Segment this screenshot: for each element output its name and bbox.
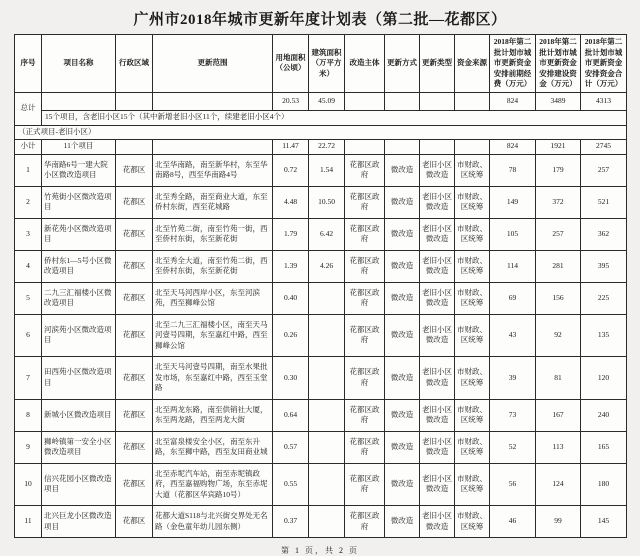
empty-cell [455, 139, 490, 154]
renovation-subject: 花都区政府 [345, 186, 385, 218]
pre-fee: 43 [490, 314, 536, 357]
empty-cell [385, 92, 420, 110]
col-header-district: 行政区域 [116, 35, 153, 93]
col-header-project-name: 项目名称 [42, 35, 116, 93]
land-area: 0.64 [273, 399, 309, 431]
land-area: 1.79 [273, 218, 309, 250]
construction-fund: 281 [536, 250, 581, 282]
project-name: 二九三汇福楼小区微改造项目 [42, 282, 116, 314]
construction-fund: 81 [536, 357, 581, 400]
construction-fund: 167 [536, 399, 581, 431]
renewal-type: 老旧小区微改造 [420, 250, 455, 282]
subtotal-construction-fund: 1921 [536, 139, 581, 154]
fund-source: 市财政、区统筹 [455, 357, 490, 400]
construction-fund: 257 [536, 218, 581, 250]
total-building-area: 45.09 [309, 92, 345, 110]
table-row [15, 154, 627, 186]
col-header-land-area: 用地面积（公顷） [273, 35, 309, 93]
renewal-scope: 北至天马河西岸小区，东至河滨苑，西至狮峰公馆 [153, 282, 273, 314]
renovation-subject: 花都区政府 [345, 282, 385, 314]
building-area: 4.26 [309, 250, 345, 282]
col-header-building-area: 建筑面积（万平方米） [309, 35, 345, 93]
project-name: 新城小区微改造项目 [42, 399, 116, 431]
renewal-scope: 北至秀全大道，南至竹苑二街，西至侨村东街，东至新花街 [153, 250, 273, 282]
pre-fee: 46 [490, 506, 536, 538]
table-row [15, 186, 627, 218]
renewal-type: 老旧小区微改造 [420, 463, 455, 506]
construction-fund: 99 [536, 506, 581, 538]
empty-cell [420, 139, 455, 154]
fund-source: 市财政、区统筹 [455, 154, 490, 186]
land-area: 1.39 [273, 250, 309, 282]
renewal-scope: 北至华南路，南至新华村，东至华南路8号，西至华南路4号 [153, 154, 273, 186]
col-header-subject: 改造主体 [345, 35, 385, 93]
renovation-subject: 花都区政府 [345, 314, 385, 357]
fund-total: 120 [581, 357, 627, 400]
col-header-scope: 更新范围 [153, 35, 273, 93]
section-row [15, 125, 627, 139]
fund-total: 135 [581, 314, 627, 357]
building-area: 10.50 [309, 186, 345, 218]
plan-table [14, 34, 627, 538]
renovation-subject: 花都区政府 [345, 154, 385, 186]
renewal-method: 微改造 [385, 463, 420, 506]
renewal-method: 微改造 [385, 357, 420, 400]
fund-total: 145 [581, 506, 627, 538]
project-name: 华南路6号一建大院小区微改造项目 [42, 154, 116, 186]
renovation-subject: 花都区政府 [345, 463, 385, 506]
renewal-method: 微改造 [385, 154, 420, 186]
total-land-area: 20.53 [273, 92, 309, 110]
empty-cell [345, 92, 385, 110]
district: 花都区 [116, 314, 153, 357]
pre-fee: 149 [490, 186, 536, 218]
construction-fund: 372 [536, 186, 581, 218]
renewal-method: 微改造 [385, 186, 420, 218]
page-title: 广州市2018年城市更新年度计划表（第二批—花都区） [133, 12, 507, 28]
pre-fee: 69 [490, 282, 536, 314]
renewal-method: 微改造 [385, 506, 420, 538]
project-name: 新花苑小区微改造项目 [42, 218, 116, 250]
empty-cell [455, 92, 490, 110]
table-row [15, 506, 627, 538]
row-no: 7 [15, 357, 42, 400]
renovation-subject: 花都区政府 [345, 250, 385, 282]
total-row [15, 92, 627, 110]
fund-source: 市财政、区统筹 [455, 431, 490, 463]
building-area [309, 399, 345, 431]
pre-fee: 105 [490, 218, 536, 250]
renewal-scope: 北至秀全路，南至商业大道，东至侨村东街，西至花城路 [153, 186, 273, 218]
col-header-fund-total: 2018年第二批计划市城市更新资金安排资金合计（万元） [581, 35, 627, 93]
fund-total: 257 [581, 154, 627, 186]
building-area [309, 463, 345, 506]
renewal-scope: 北至天马河壹号四期，南至水果批发市场，东至嘉红中路，西至玉堂路 [153, 357, 273, 400]
renewal-method: 微改造 [385, 282, 420, 314]
building-area [309, 314, 345, 357]
subtotal-name: 11个项目 [42, 139, 116, 154]
total-pre-fee: 824 [490, 92, 536, 110]
district: 花都区 [116, 282, 153, 314]
fund-source: 市财政、区统筹 [455, 282, 490, 314]
table-row [15, 314, 627, 357]
renewal-scope: 北至富泉楼安全小区，南至东升路，东至狮中路，西至友田商业城 [153, 431, 273, 463]
project-name: 田西苑小区微改造项目 [42, 357, 116, 400]
table-row [15, 218, 627, 250]
table-row [15, 431, 627, 463]
pre-fee: 39 [490, 357, 536, 400]
total-construction-fund: 3489 [536, 92, 581, 110]
district: 花都区 [116, 154, 153, 186]
building-area [309, 357, 345, 400]
subtotal-row [15, 139, 627, 154]
fund-source: 市财政、区统筹 [455, 463, 490, 506]
renewal-scope: 花都大道S118与北兴街交界处无名路（金色童年幼儿园东侧） [153, 506, 273, 538]
district: 花都区 [116, 399, 153, 431]
land-area: 0.26 [273, 314, 309, 357]
row-no: 4 [15, 250, 42, 282]
district: 花都区 [116, 506, 153, 538]
row-no: 10 [15, 463, 42, 506]
district: 花都区 [116, 463, 153, 506]
renewal-type: 老旧小区微改造 [420, 506, 455, 538]
construction-fund: 124 [536, 463, 581, 506]
fund-total: 165 [581, 431, 627, 463]
row-no: 9 [15, 431, 42, 463]
project-name: 北兴巨龙小区微改造项目 [42, 506, 116, 538]
building-area [309, 506, 345, 538]
empty-cell [153, 92, 273, 110]
table-row [15, 399, 627, 431]
pre-fee: 52 [490, 431, 536, 463]
page-footer: 第 1 页，共 2 页 [281, 546, 359, 555]
subtotal-pre-fee: 824 [490, 139, 536, 154]
header-row [15, 35, 627, 93]
table-row [15, 463, 627, 506]
renewal-type: 老旧小区微改造 [420, 282, 455, 314]
renewal-method: 微改造 [385, 250, 420, 282]
row-no: 3 [15, 218, 42, 250]
col-header-pre-fee: 2018年第二批计划市城市更新资金安排前期经费（万元） [490, 35, 536, 93]
empty-cell [116, 92, 153, 110]
fund-total: 180 [581, 463, 627, 506]
renewal-type: 老旧小区微改造 [420, 314, 455, 357]
land-area: 0.72 [273, 154, 309, 186]
row-no: 1 [15, 154, 42, 186]
empty-cell [345, 139, 385, 154]
col-header-no: 序号 [15, 35, 42, 93]
total-label: 总计 [15, 92, 42, 125]
construction-fund: 179 [536, 154, 581, 186]
empty-cell [153, 139, 273, 154]
renewal-method: 微改造 [385, 218, 420, 250]
renewal-type: 老旧小区微改造 [420, 357, 455, 400]
land-area: 0.30 [273, 357, 309, 400]
renewal-type: 老旧小区微改造 [420, 218, 455, 250]
construction-fund: 156 [536, 282, 581, 314]
renewal-scope: 北至两龙东路，南至供销社大厦，东至两龙路，西至两龙大街 [153, 399, 273, 431]
renewal-type: 老旧小区微改造 [420, 399, 455, 431]
fund-total: 240 [581, 399, 627, 431]
district: 花都区 [116, 357, 153, 400]
district: 花都区 [116, 186, 153, 218]
fund-source: 市财政、区统筹 [455, 250, 490, 282]
fund-total: 362 [581, 218, 627, 250]
project-name: 竹苑街小区微改造项目 [42, 186, 116, 218]
project-name: 狮岭镇第一安全小区微改造项目 [42, 431, 116, 463]
fund-source: 市财政、区统筹 [455, 186, 490, 218]
empty-cell [385, 139, 420, 154]
empty-cell [420, 92, 455, 110]
renovation-subject: 花都区政府 [345, 357, 385, 400]
col-header-method: 更新方式 [385, 35, 420, 93]
subtotal-fund-total: 2745 [581, 139, 627, 154]
land-area: 0.57 [273, 431, 309, 463]
district: 花都区 [116, 250, 153, 282]
renovation-subject: 花都区政府 [345, 399, 385, 431]
table-row [15, 282, 627, 314]
total-fund-total: 4313 [581, 92, 627, 110]
col-header-source: 资金来源 [455, 35, 490, 93]
building-area: 6.42 [309, 218, 345, 250]
renewal-method: 微改造 [385, 399, 420, 431]
building-area: 1.54 [309, 154, 345, 186]
building-area [309, 282, 345, 314]
pre-fee: 56 [490, 463, 536, 506]
subtotal-land-area: 11.47 [273, 139, 309, 154]
total-note: 15个项目，含老旧小区15个（其中新增老旧小区11个，续建老旧小区4个） [42, 110, 627, 125]
project-name: 信兴花园小区微改造项目 [42, 463, 116, 506]
empty-cell [116, 139, 153, 154]
section-label: （正式项目-老旧小区） [15, 125, 627, 139]
table-row [15, 250, 627, 282]
pre-fee: 114 [490, 250, 536, 282]
col-header-type: 更新类型 [420, 35, 455, 93]
construction-fund: 92 [536, 314, 581, 357]
district: 花都区 [116, 431, 153, 463]
project-name: 河滨苑小区微改造项目 [42, 314, 116, 357]
renewal-scope: 北至赤坭汽车站，南至赤坭镇政府，西至嘉福购物广场，东至赤坭大道（花都区华宾路10号） [153, 463, 273, 506]
renewal-type: 老旧小区微改造 [420, 431, 455, 463]
renewal-scope: 北至二九三汇福楼小区，南至天马河壹号四期，东至嘉红中路，西至狮峰公馆 [153, 314, 273, 357]
renewal-method: 微改造 [385, 314, 420, 357]
subtotal-label: 小计 [15, 139, 42, 154]
row-no: 6 [15, 314, 42, 357]
land-area: 4.48 [273, 186, 309, 218]
fund-total: 225 [581, 282, 627, 314]
row-no: 5 [15, 282, 42, 314]
building-area [309, 431, 345, 463]
fund-source: 市财政、区统筹 [455, 506, 490, 538]
construction-fund: 113 [536, 431, 581, 463]
renewal-scope: 北至竹苑二街，南至竹苑一街，西至侨村东街，东至新花街 [153, 218, 273, 250]
subtotal-building-area: 22.72 [309, 139, 345, 154]
project-name: 侨村东1—5号小区微改造项目 [42, 250, 116, 282]
row-no: 8 [15, 399, 42, 431]
district: 花都区 [116, 218, 153, 250]
fund-source: 市财政、区统筹 [455, 314, 490, 357]
renovation-subject: 花都区政府 [345, 431, 385, 463]
land-area: 0.37 [273, 506, 309, 538]
renovation-subject: 花都区政府 [345, 218, 385, 250]
row-no: 2 [15, 186, 42, 218]
total-note-row [15, 110, 627, 125]
renewal-type: 老旧小区微改造 [420, 186, 455, 218]
fund-total: 395 [581, 250, 627, 282]
table-row [15, 357, 627, 400]
fund-total: 521 [581, 186, 627, 218]
pre-fee: 73 [490, 399, 536, 431]
land-area: 0.55 [273, 463, 309, 506]
renewal-method: 微改造 [385, 431, 420, 463]
empty-cell [42, 92, 116, 110]
fund-source: 市财政、区统筹 [455, 218, 490, 250]
renewal-type: 老旧小区微改造 [420, 154, 455, 186]
col-header-construction-fund: 2018年第二批计划市城市更新资金安排建设资金（万元） [536, 35, 581, 93]
row-no: 11 [15, 506, 42, 538]
renovation-subject: 花都区政府 [345, 506, 385, 538]
land-area: 0.40 [273, 282, 309, 314]
fund-source: 市财政、区统筹 [455, 399, 490, 431]
pre-fee: 78 [490, 154, 536, 186]
